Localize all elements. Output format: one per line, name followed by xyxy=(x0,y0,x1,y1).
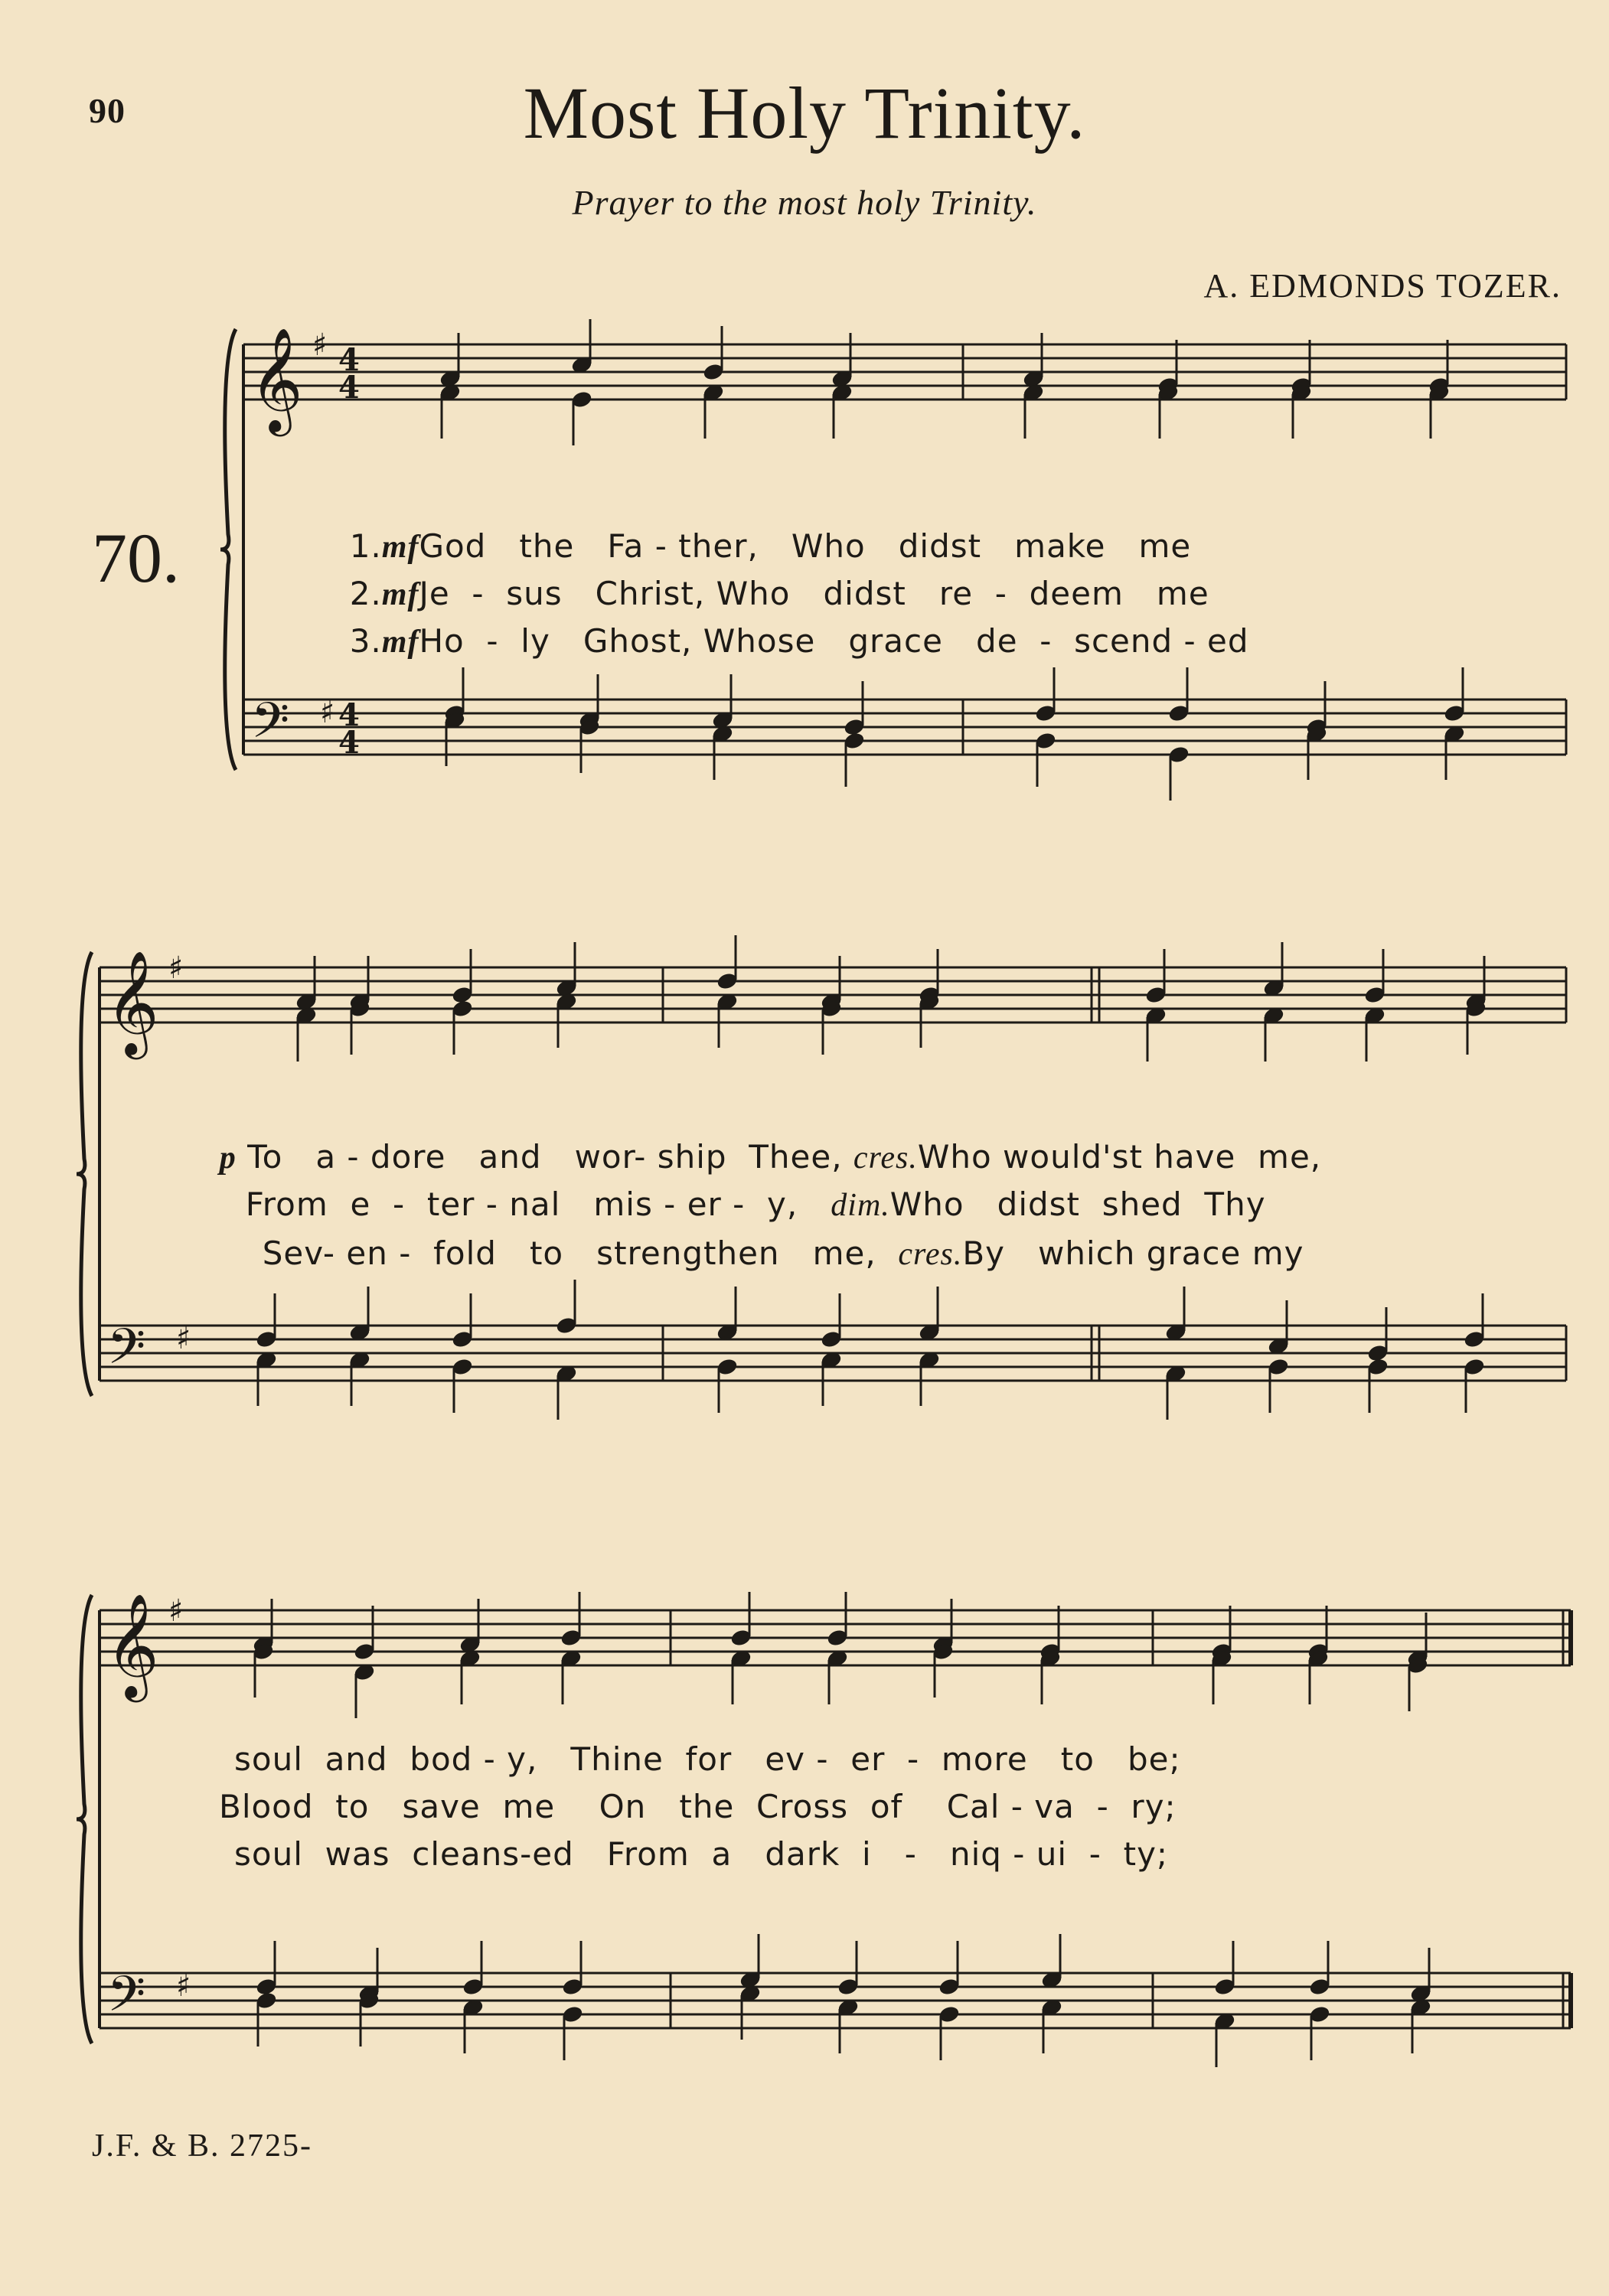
sharp-sign: ♯ xyxy=(320,695,335,730)
time-signature: 4 xyxy=(338,725,360,761)
system-brace xyxy=(77,952,92,1396)
verse-1-line-2: p To a - dore and wor- ship Thee, cres.Who would'st have me, xyxy=(219,1138,1322,1176)
treble-clef: 𝄞 xyxy=(106,949,159,1055)
hymn-title: Most Holy Trinity. xyxy=(523,72,1086,154)
system-brace xyxy=(77,1595,92,2043)
verse-2-line-3: Blood to save me On the Cross of Cal - va - ry; xyxy=(219,1788,1177,1825)
time-signature: 4 xyxy=(338,342,360,378)
treble-clef: 𝄞 xyxy=(250,326,303,432)
bass-clef: 𝄢 xyxy=(107,1319,146,1388)
verse-3-line-2: Sev- en - fold to strengthen me, cres.By which grace my xyxy=(262,1234,1304,1272)
hymn-subtitle: Prayer to the most holy Trinity. xyxy=(572,183,1037,222)
composer-credit: A. EDMONDS TOZER. xyxy=(1203,267,1562,305)
time-signature: 4 xyxy=(338,370,360,406)
sharp-sign: ♯ xyxy=(176,1968,191,2004)
verse-1-line-1: 1.mfGod the Fa - ther, Who didst make me xyxy=(349,527,1192,565)
treble-clef: 𝄞 xyxy=(106,1592,159,1698)
verse-3-line-3: soul was cleans-ed From a dark i - niq - ui - ty; xyxy=(234,1835,1169,1873)
bass-clef: 𝄢 xyxy=(107,1966,146,2035)
sharp-sign: ♯ xyxy=(168,951,184,986)
hymn-number: 70. xyxy=(92,519,180,597)
sharp-sign: ♯ xyxy=(168,1593,184,1629)
page-number: 90 xyxy=(89,91,126,130)
bass-clef: 𝄢 xyxy=(251,693,290,762)
catalog-number: J.F. & B. 2725- xyxy=(92,2128,313,2164)
verse-3-line-1: 3.mfHo - ly Ghost, Whose grace de - scend - ed xyxy=(349,622,1249,660)
sharp-sign: ♯ xyxy=(176,1321,191,1356)
system-brace xyxy=(220,329,236,770)
verse-2-line-1: 2.mfJe - sus Christ, Who didst re - deem me xyxy=(349,575,1209,612)
time-signature: 4 xyxy=(338,697,360,733)
sharp-sign: ♯ xyxy=(312,328,328,363)
verse-2-line-2: From e - ter - nal mis - er - y, dim.Who didst shed Thy xyxy=(245,1186,1266,1223)
verse-1-line-3: soul and bod - y, Thine for ev - er - more to be; xyxy=(234,1740,1181,1778)
